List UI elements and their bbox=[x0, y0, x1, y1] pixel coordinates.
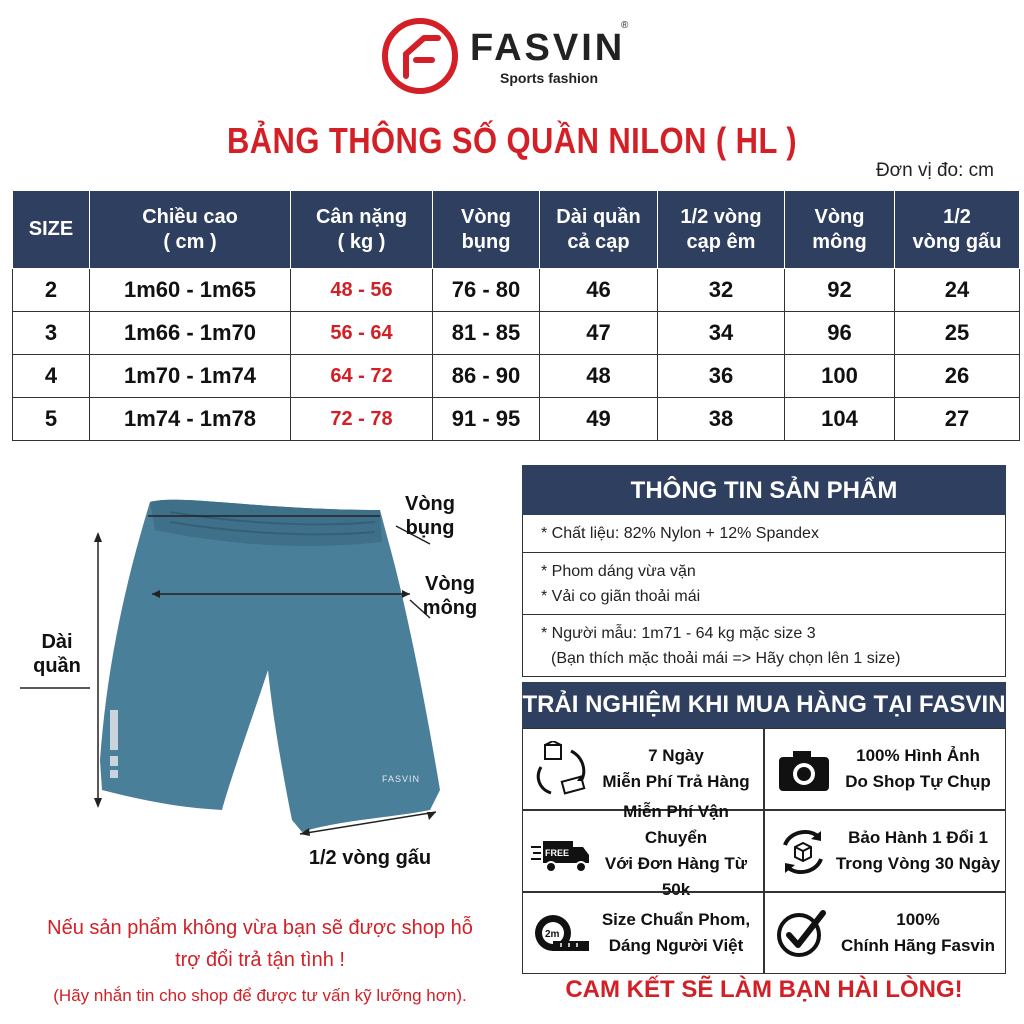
info-row-fit: * Phom dáng vừa vặn * Vải co giãn thoải mái bbox=[522, 553, 1006, 615]
table-cell: 2 bbox=[13, 269, 90, 312]
table-cell: 104 bbox=[785, 398, 895, 441]
experience-text-shipping: Miễn Phí Vận Chuyển Với Đơn Hàng Từ 50k bbox=[604, 802, 748, 899]
experience-item-photo bbox=[764, 728, 1006, 810]
table-header-cell: Vòng bụng bbox=[433, 191, 540, 269]
page-title: BẢNG THÔNG SỐ QUẦN NILON ( HL ) bbox=[226, 120, 798, 161]
table-cell: 27 bbox=[895, 398, 1020, 441]
table-row bbox=[13, 312, 1020, 355]
table-cell: 1m70 - 1m74 bbox=[90, 355, 291, 398]
camera-icon bbox=[773, 741, 833, 799]
brand-tagline: Sports fashion bbox=[500, 70, 599, 86]
size-chart-table bbox=[12, 190, 1020, 441]
table-cell: 36 bbox=[658, 355, 785, 398]
contact-notice: (Hãy nhắn tin cho shop để được tư vấn kỹ lưỡng hơn). bbox=[53, 986, 467, 1005]
table-cell: 34 bbox=[658, 312, 785, 355]
experience-item-authentic bbox=[764, 892, 1006, 974]
experience-item-size bbox=[522, 892, 764, 974]
brand-logo bbox=[378, 14, 648, 94]
info-row-material: * Chất liệu: 82% Nylon + 12% Spandex bbox=[522, 515, 1006, 553]
table-header-row bbox=[13, 191, 1020, 269]
experience-item-warranty bbox=[764, 810, 1006, 892]
experience-text-size: Size Chuẩn Phom, Dáng Người Việt bbox=[601, 910, 751, 955]
measuring-tape-icon bbox=[531, 905, 591, 963]
table-cell: 91 - 95 bbox=[433, 398, 540, 441]
table-cell: 92 bbox=[785, 269, 895, 312]
table-cell: 1m60 - 1m65 bbox=[90, 269, 291, 312]
table-cell: 38 bbox=[658, 398, 785, 441]
table-cell: 26 bbox=[895, 355, 1020, 398]
table-cell: 46 bbox=[540, 269, 658, 312]
garment-logo: FASVIN bbox=[382, 774, 421, 784]
experience-text-return: 7 Ngày Miễn Phí Trả Hàng bbox=[602, 746, 750, 791]
table-cell: 56 - 64 bbox=[291, 312, 433, 355]
table-cell: 25 bbox=[895, 312, 1020, 355]
warranty-exchange-icon bbox=[773, 823, 833, 881]
experience-text-photo: 100% Hình Ảnh Do Shop Tự Chụp bbox=[845, 746, 991, 791]
experience-text-warranty: Bảo Hành 1 Đổi 1 Trong Vòng 30 Ngày bbox=[835, 828, 1001, 873]
length-label: Dài quần bbox=[33, 631, 81, 677]
table-header-cell: Chiều cao ( cm ) bbox=[90, 191, 291, 269]
table-cell: 86 - 90 bbox=[433, 355, 540, 398]
waist-label: Vòng bụng bbox=[405, 493, 455, 539]
reflective-stripe bbox=[110, 710, 118, 750]
experience-item-shipping bbox=[522, 802, 764, 899]
table-cell: 47 bbox=[540, 312, 658, 355]
table-cell: 4 bbox=[13, 355, 90, 398]
table-row bbox=[13, 269, 1020, 312]
table-cell: 3 bbox=[13, 312, 90, 355]
unit-label: Đơn vị đo: cm bbox=[875, 160, 994, 181]
svg-text:FREE: FREE bbox=[545, 848, 570, 858]
table-cell: 72 - 78 bbox=[291, 398, 433, 441]
table-header-cell: Vòng mông bbox=[785, 191, 895, 269]
fasvin-logo-icon bbox=[380, 16, 460, 96]
exchange-notice: Nếu sản phẩm không vừa bạn sẽ được shop hỗ trợ đổi trả tận tình ! bbox=[47, 917, 473, 971]
table-cell: 96 bbox=[785, 312, 895, 355]
hip-label: Vòng mông bbox=[422, 573, 478, 619]
table-cell: 49 bbox=[540, 398, 658, 441]
table-cell: 100 bbox=[785, 355, 895, 398]
info-row-model: * Người mẫu: 1m71 - 64 kg mặc size 3 (Bạn thích mặc thoải mái => Hãy chọn lên 1 size) bbox=[522, 615, 1006, 677]
table-cell: 1m66 - 1m70 bbox=[90, 312, 291, 355]
table-header-cell: 1/2 vòng gấu bbox=[895, 191, 1020, 269]
table-header-cell: 1/2 vòng cạp êm bbox=[658, 191, 785, 269]
experience-item-return bbox=[522, 728, 764, 810]
table-cell: 48 bbox=[540, 355, 658, 398]
table-cell: 5 bbox=[13, 398, 90, 441]
checkmark-icon bbox=[773, 905, 833, 963]
table-cell: 76 - 80 bbox=[433, 269, 540, 312]
product-info-title: THÔNG TIN SẢN PHẨM bbox=[522, 465, 1006, 515]
free-shipping-truck-icon bbox=[531, 823, 591, 881]
table-cell: 64 - 72 bbox=[291, 355, 433, 398]
shorts-diagram bbox=[10, 460, 510, 880]
experience-grid bbox=[522, 728, 1006, 974]
table-row bbox=[13, 398, 1020, 441]
table-header-cell: SIZE bbox=[13, 191, 90, 269]
experience-text-authentic: 100% Chính Hãng Fasvin bbox=[841, 910, 995, 955]
table-header-cell: Dài quần cả cạp bbox=[540, 191, 658, 269]
table-header-cell: Cân nặng ( kg ) bbox=[291, 191, 433, 269]
table-cell: 81 - 85 bbox=[433, 312, 540, 355]
commitment-text: CAM KẾT SẼ LÀM BẠN HÀI LÒNG! bbox=[565, 976, 963, 1003]
product-info-box bbox=[522, 465, 1006, 677]
table-cell: 48 - 56 bbox=[291, 269, 433, 312]
hem-label: 1/2 vòng gấu bbox=[308, 847, 432, 869]
experience-title: TRẢI NGHIỆM KHI MUA HÀNG TẠI FASVIN bbox=[522, 682, 1006, 728]
table-body bbox=[13, 269, 1020, 441]
table-cell: 32 bbox=[658, 269, 785, 312]
svg-text:2m: 2m bbox=[545, 929, 560, 940]
registered-mark: ® bbox=[621, 20, 629, 31]
table-cell: 1m74 - 1m78 bbox=[90, 398, 291, 441]
table-row bbox=[13, 355, 1020, 398]
table-cell: 24 bbox=[895, 269, 1020, 312]
return-box-icon bbox=[531, 741, 591, 799]
brand-name: FASVIN bbox=[470, 27, 626, 69]
